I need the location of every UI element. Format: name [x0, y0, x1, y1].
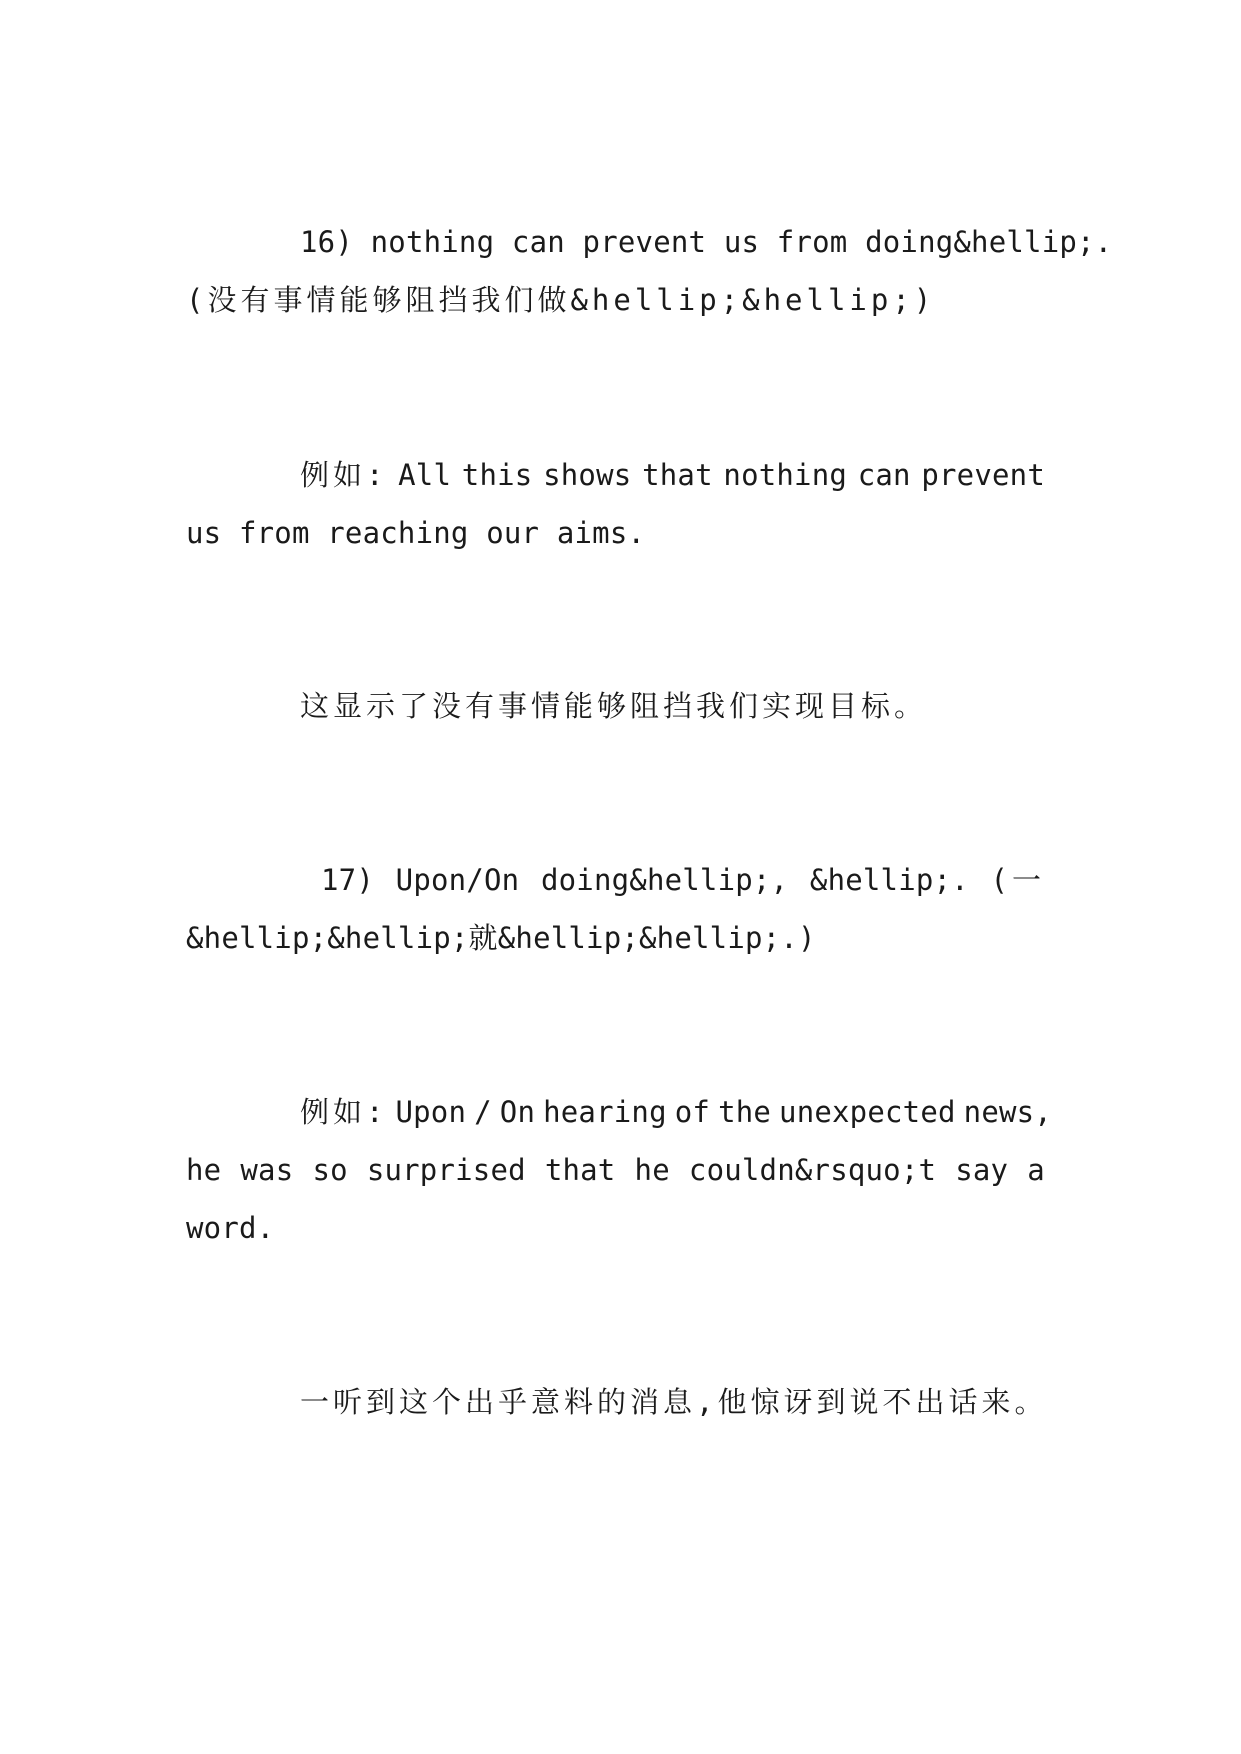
example-17-line-3: word.: [186, 1211, 275, 1245]
word: of: [674, 1095, 711, 1129]
word: this: [461, 458, 533, 492]
word: Upon: [395, 1095, 467, 1129]
word: was: [240, 1153, 294, 1187]
translation-16: 这显示了没有事情能够阻挡我们实现目标。: [300, 689, 928, 723]
word: that: [544, 1153, 616, 1187]
word: hearing: [543, 1095, 667, 1129]
word: a: [1027, 1153, 1045, 1187]
word: unexpected: [779, 1095, 956, 1129]
word: nothing: [723, 458, 848, 492]
word: &hellip;.: [809, 863, 969, 897]
example-17-line-1: [300, 1092, 1052, 1132]
word: (一: [990, 863, 1045, 897]
word: say: [955, 1153, 1009, 1187]
example-label: 例如:: [300, 1095, 388, 1129]
word: can: [857, 458, 911, 492]
example-16-line-1: [300, 455, 1045, 495]
word: the: [718, 1095, 772, 1129]
word: 17): [321, 863, 374, 897]
example-label: 例如:: [300, 458, 388, 492]
word: news,: [963, 1095, 1052, 1129]
word: doing&hellip;,: [540, 863, 789, 897]
word: All: [398, 458, 452, 492]
word: he: [634, 1153, 670, 1187]
word: shows: [543, 458, 632, 492]
example-16-line-2: us from reaching our aims.: [186, 516, 646, 550]
translation-17: 一听到这个出乎意料的消息,他惊讶到说不出话来。: [300, 1385, 1048, 1419]
example-17-line-2: [186, 1150, 1045, 1190]
word: Upon/On: [395, 863, 520, 897]
word: he: [186, 1153, 222, 1187]
word: On: [499, 1095, 536, 1129]
item-16-line-2: (没有事情能够阻挡我们做&hellip;&hellip;): [186, 283, 936, 317]
word: /: [474, 1095, 492, 1129]
word: so: [312, 1153, 348, 1187]
word: couldn&rsquo;t: [688, 1153, 937, 1187]
word: that: [642, 458, 713, 492]
item-17-line-1: [321, 860, 1045, 900]
word: surprised: [366, 1153, 526, 1187]
word: prevent: [921, 458, 1045, 492]
item-16-line-1: 16) nothing can prevent us from doing&hellip;.: [300, 225, 1113, 259]
item-17-line-2: &hellip;&hellip;就&hellip;&hellip;.): [186, 921, 816, 955]
